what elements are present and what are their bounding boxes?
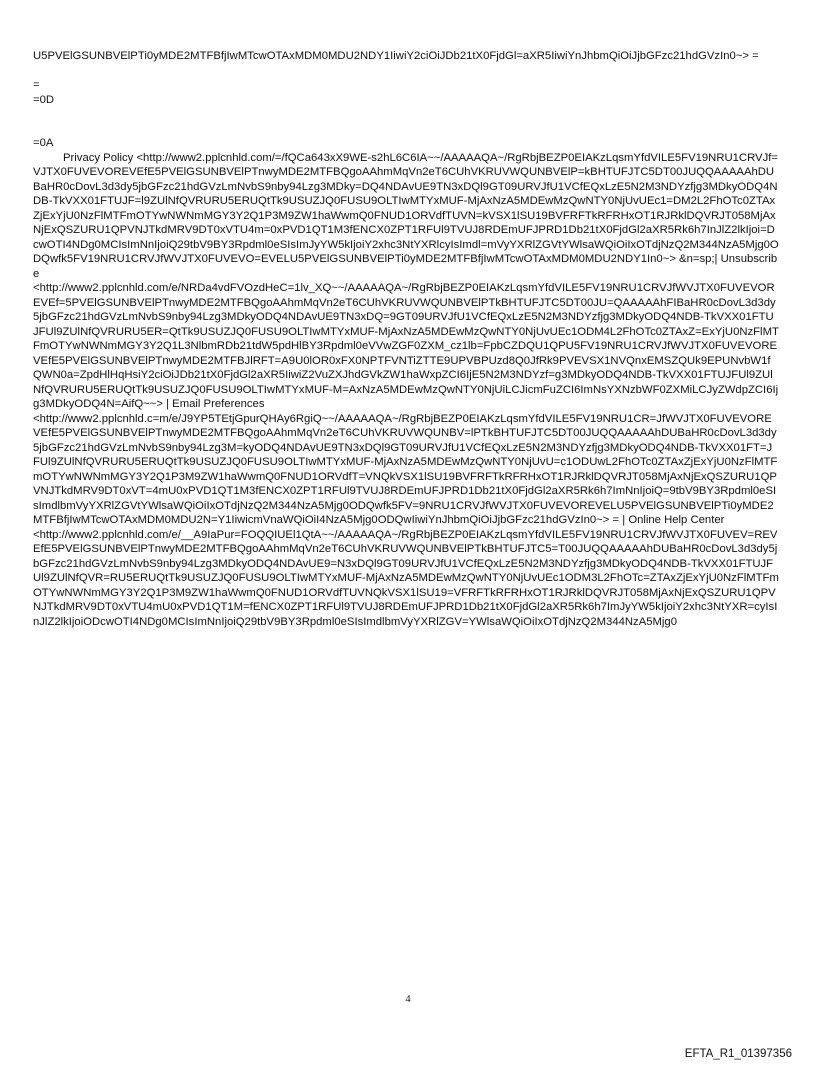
online-help-center-link[interactable]: <http://www2.pplcnhld.c=m/e/J9YP5TEtjGpurQHAy6RgiQ~~/AAAAAQA~/RgRbjBEZP0EIAKzLqsmYfdVILE5FV19NRU1CR=JfWVJTX0FUVEVOREVEfE5PVElGSUNBVElPTnwyMDE2MTFBQgoAAhmMqVn2eT6CUhVKRUVWQUNBV=lPTkBHTUFJTC5DT00JUQQAAAAAhDUBaHR0cDovL3d3dy5jbGFzc21hdGVzLmNvbS9nby94Lzg3M=kyODQ4NDAvUE9TN3xDQl9GT09URVJfU1VCfEQxLzE5N2M3NDYzfjg3MDkyODQ4NDB-TkVXX01FT=JFUl9ZUlNfQVRURU5ERUQtTk9USUZJQ0FUSU9OLTIwMTYxMUF-MjAxNzA5MDEwMzQwNTY0NjUvU=c1ODUwL2FhOTc0ZTAxZjExYjU0NzFlMTFmOTYwNWNmMGY3Y2Q1P3M9ZW1haWwmQ0FNUD1ORVdfT=VNQkVSX1lSU19BVFRFTkRFRHxOT1RJRklDQVRJT058MjAxNjExQSZURU1QPVNJTkdMRV9DT0xVT=4mU0xPVD1QT1M3fENCX0ZPT1RFUl9TVUJ8RDEmUFJPRD1Db21tX0FjdGl2aXR5Rk6h7ImNnIjoiQ=9tbV9BY3Rpdml0eSIsImdlbmVyYXRlZGVtYWlsaWQiOiIxOTdjNzQ2M344NzA5Mjg0ODQwfk5FV=9NRU1CRVJfWVJTX0FUVEVOREVELU5PVElGSUNBVElPTi0yMDE2MTFBfjIwMTcwOTAxMDM0MDU2N=Y1IiwicmVnaWQiOiI4NzA5Mjg0ODQwIiwiYnJhbmQiOiJjbGFzc21hdGVzIn0~> = | Online Help Center xyxy=(33,412,778,526)
text-line: U5PVElGSUNBVElPTi0yMDE2MTFBfjIwMTcwOTAxMDM0MDU2NDY1IiwiY2ciOiJDb21tX0FjdGl=aXR5IiwiYnJhbmQiOiJjbGFzc21hdGVzIn0~> = xyxy=(33,50,759,62)
email-body-text xyxy=(33,49,779,629)
text-line: =0D xyxy=(33,93,55,106)
page-number: 4 xyxy=(405,994,411,1005)
document-id: EFTA_R1_01397356 xyxy=(684,1048,792,1060)
text-line: =0A xyxy=(33,137,54,149)
footer-link-continued[interactable]: <http://www2.pplcnhld.com/e/__A9IaPur=FOQQIUEl1QtA~~/AAAAAQA~/RgRbjBEZP0EIAKzLqsmYfdVILE5FV19NRU1CRVJfWVJTX0FUVEV=REVEfE5PVElGSUNBVElPTnwyMDE2MTFBQgoAAhmMqVn2eT6CUhVKRUVWQUNBVElPTkBHTUFJTC5=T00JUQQAAAAAhDUBaHR0cDovL3d3dy5jbGFzc21hdGVzLmNvbS9nby94Lzg3MDkyODQ4NDAvUE9=N3xDQl9GT09URVJfU1VCfEQxLzE5N2M3NDYzfjg3MDkyODQ4NDB-TkVXX01FTUJFUl9ZUlNfQVR=RU5ERUQtTk9USUZJQ0FUSU9OLTIwMTYxMUF-MjAxNzA5MDEwMzQwNTY0NjUvUEc1ODM3L2FhOTc=ZTAxZjExYjU0NzFlMTFmOTYwNWNmMGY3Y2Q1P3M9ZW1haWwmQ0FNUD1ORVdfTUVNQkVSX1lSU19=VFRFTkRFRHxOT1RJRklDQVRJT058MjAxNjExQSZURU1QPVNJTkdMRV9DT0xVTU4mU0xPVD1QT1M=fENCX0ZPT1RFUl9TVUJ8RDEmUFJPRD1Db21tX0FjdGl2aXR5Rk6h7ImJyYW5kIjoiY2xhc3NtYXR=cyIsInJlZ2lkIjoiODcwOTI4NDg0MCIsImNnIjoiQ29tbV9BY3Rpdml0eSIsImdlbmVyYXRlZGV=YWlsaWQiOiIxOTdjNzQ2M344NzA5Mjg0 xyxy=(33,528,779,628)
email-preferences-link[interactable]: <http://www2.pplcnhld.com/e/NRDa4vdFVOzdHeC=1lv_XQ~~/AAAAAQA~/RgRbjBEZP0EIAKzLqsmYfdVILE5FV19NRU1CRVJfWVJTX0FUVEVOREVEf=5PVElGSUNBVElPTnwyMDE2MTFBQgoAAhmMqVn2eT6CUhVKRUVWQUNBVElPTkBHTUFJTC5DT00JU=QAAAAAhFIBaHR0cDovL3d3dy5jbGFzc21hdGVzLmNvbS9nby94Lzg3MDkyODQ4NDAvUE9TN3xDQ=9GT09URVJfU1VCfEQxLzE5N2M3NDYzfjg3MDkyODQ4NDB-TkVXX01FTUJFUl9ZUlNfQVRURU5ER=QtTk9USUZJQ0FUSU9OLTIwMTYxMUF-MjAxNzA5MDEwMzQwNTY0NjUvUEc1ODM4L2FhOTc0ZTAxZ=ExYjU0NzFlMTFmOTYwNWNmMGY3Y2Q1L3NlbmRDb21tdW5pdHlBY3Rpdml0eVVwZGF0ZXM_cz1lb=FpbCZDQU1QPU5FV19NRU1CRVJfWVJTX0FUVEVOREVEfE5PVElGSUNBVElPTnwyMDE2MTFBJlRFT=A9U0lOR0xFX0NPTFVNTiZTTE9UPVBPUzd8Q0JfRk9PVEVSX1NVQnxEMSZQUk9EPUNvbW1fQWN0a=ZpdHlHqHsiY2ciOiJDb21tX0FjdGl2aXR5IiwiZ2VuZXJhdGVkZW1haWxpZCI6IjE5N2M3NDYzf=g3MDkyODQ4NDB-TkVXX01FTUJFUl9ZUlNfQVRURU5ERUQtTk9USUZJQ0FUSU9OLTIwMTYxMUF-M=AxNzA5MDEwMzQwNTY0NjUiLCJicmFuZCI6ImNsYXNzbWF0ZXMiLCJyZWdpZCI6Ijg3MDkyODQ4N=AifQ~~> | Email Preferences xyxy=(33,282,779,410)
privacy-policy-link[interactable]: Privacy Policy <http://www2.pplcnhld.com/=/fQCa643xX9WE-s2hL6C6IA~~/AAAAAQA~/RgRbjBEZP0EIAKzLqsmYfdVILE5FV19NRU1CRVJf=VJTX0FUVEVOREVEfE5PVElGSUNBVElPTnwyMDE2MTFBQgoAAhmMqVn2eT6CUhVKRUVWQUNBVElP=kBHTUFJTC5DT00JUQQAAAAAhDUBaHR0cDovL3d3dy5jbGFzc21hdGVzLmNvbS9nby94Lzg3MDky=DQ4NDAvUE9TN3xDQl9GT09URVJfU1VCfEQxLzE5N2M3NDYzfjg3MDkyODQ4NDB-TkVXX01FTUJF=l9ZUlNfQVRURU5ERUQtTk9USUZJQ0FUSU9OLTIwMTYxMUF-MjAxNzA5MDEwMzQwNTY0NjUvUEc1=DM2L2FhOTc0ZTAxZjExYjU0NzFlMTFmOTYwNWNmMGY3Y2Q1P3M9ZW1haWwmQ0FNUD1ORVdfTUVN=kVSX1lSU19BVFRFTkRFRHxOT1RJRklDQVRJT058MjAxNjExQSZURU1QPVNJTkdMRV9DT0xVTU4m=0xPVD1QT1M3fENCX0ZPT1RFUl9TVUJ8RDEmUFJPRD1Db21tX0FjdGl2aXR5Rk6h7InJlZ2lkIjoi=DcwOTI4NDg0MCIsImNnIjoiQ29tbV9BY3Rpdml0eSIsImJyYW5kIjoiY2xhc3NtYXRlcyIsImdl=mVyYXRlZGVtYWlsaWQiOiIxOTdjNzQ2M344NzA5Mjg0ODQwfk5FV19NRU1CRVJfWVJTX0FUVEVO=EVELU5PVElGSUNBVElPTi0yMDE2MTFBfjIwMTcwOTAxMDM0MDU2NDY1In0~> &n=sp;| Unsubscribe xyxy=(33,151,779,280)
text-line: = xyxy=(33,79,40,91)
